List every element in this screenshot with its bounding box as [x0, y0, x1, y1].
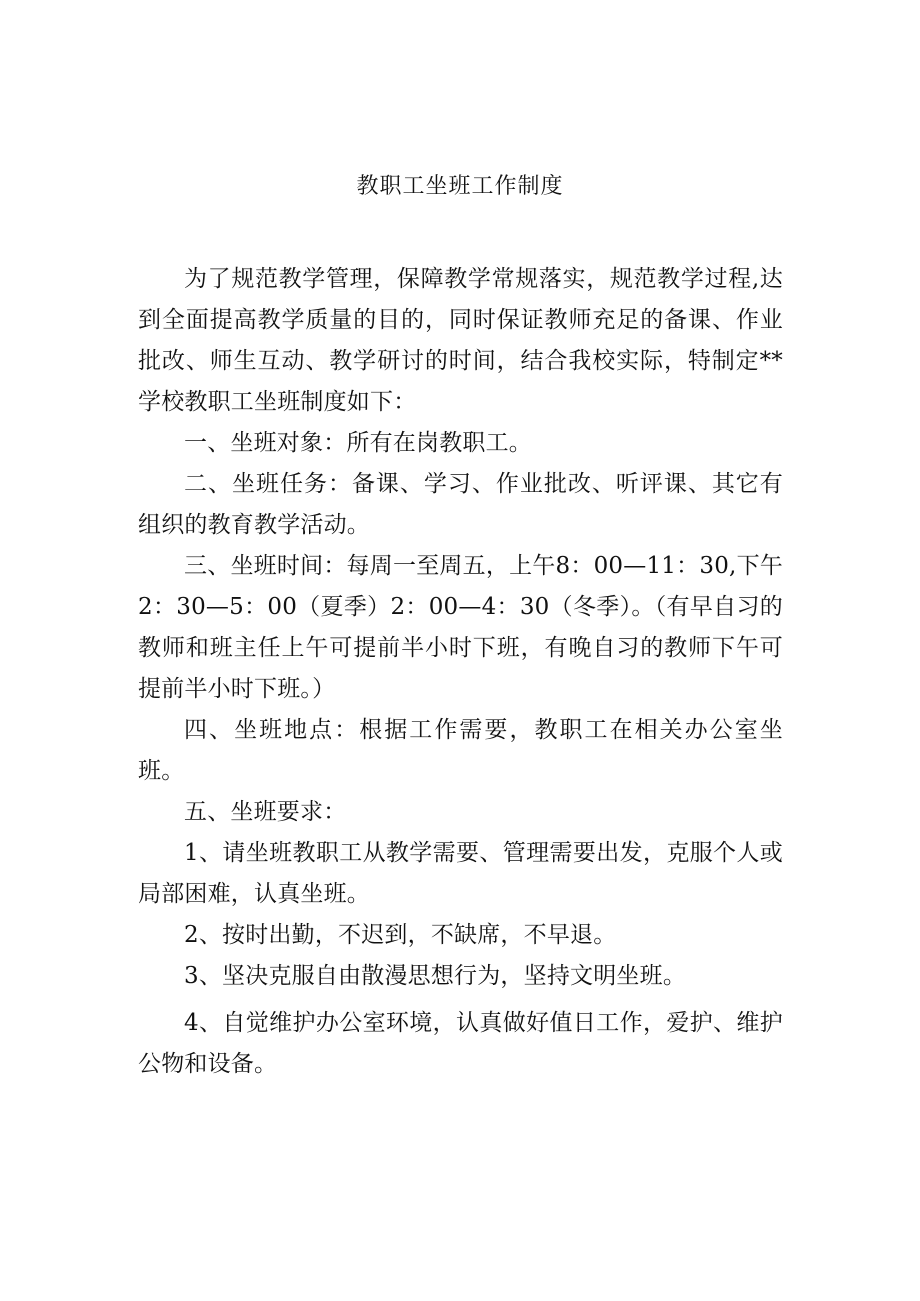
section-location-paragraph: 四、坐班地点：根据工作需要，教职工在相关办公室坐班。: [138, 717, 783, 784]
section-task-paragraph: 二、坐班任务：备课、学习、作业批改、听评课、其它有组织的教育教学活动。: [138, 471, 783, 538]
section-time-paragraph: 三、坐班时间：每周一至周五，上午8：00—11：30,下午2：30—5：00（夏季）2：00—4：30（冬季）。（有早自习的教师和班主任上午可提前半小时下班，有晚自习的教师下午可提前半小时下班。）: [138, 553, 783, 702]
section-requirements-heading: 五、坐班要求：: [184, 799, 347, 825]
requirement-item-2: 2、按时出勤，不迟到，不缺席，不早退。: [184, 922, 617, 948]
document-body: [138, 259, 783, 1085]
requirement-item-4: 4、自觉维护办公室环境，认真做好值日工作，爱护、维护公物和设备。: [138, 1010, 783, 1077]
requirement-item-3: 3、坚决克服自由散漫思想行为，坚持文明坐班。: [184, 963, 687, 989]
requirement-item-1: 1、请坐班教职工从教学需要、管理需要出发，克服个人或局部困难，认真坐班。: [138, 840, 783, 907]
document-title: 教职工坐班工作制度: [356, 174, 564, 199]
intro-paragraph: 为了规范教学管理，保障教学常规落实，规范教学过程,达到全面提高教学质量的目的，同时保证教师充足的备课、作业批改、师生互动、教学研讨的时间，结合我校实际，特制定**学校教职工坐班制度如下：: [138, 266, 783, 415]
section-target-paragraph: 一、坐班对象：所有在岗教职工。: [184, 430, 532, 456]
